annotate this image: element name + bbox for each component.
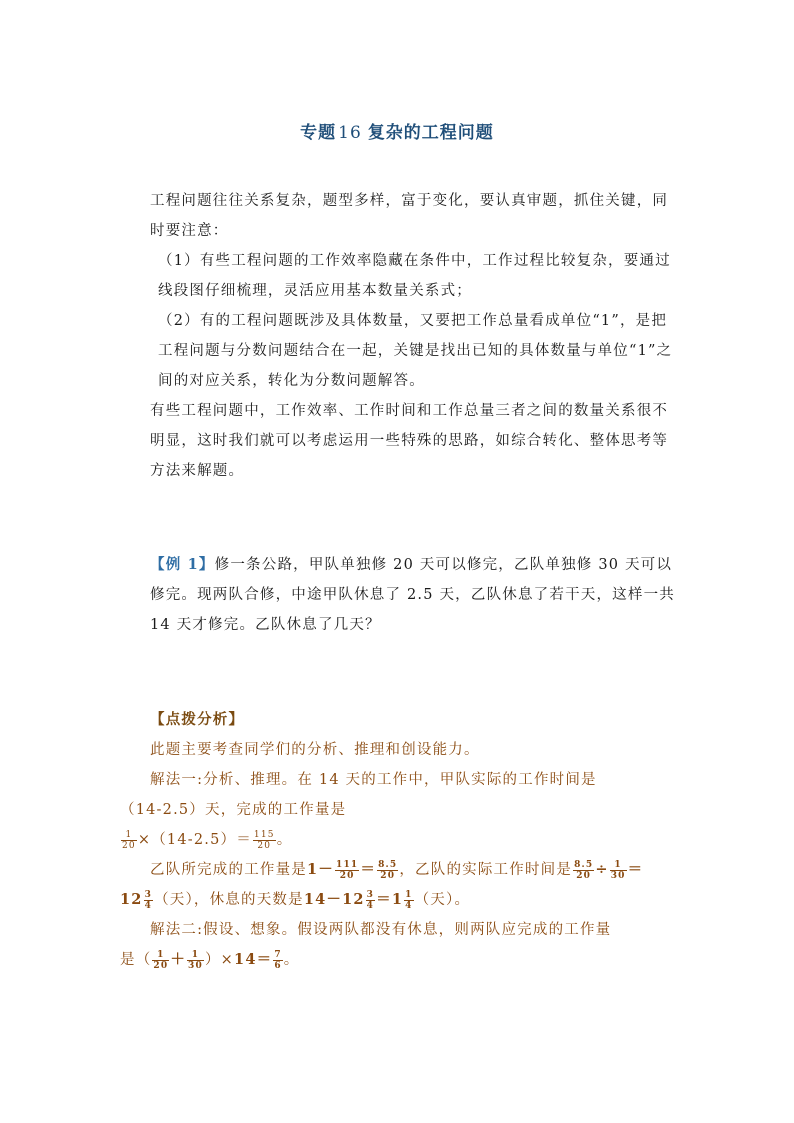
example-text: 修一条公路，甲队单独修 20 天可以修完，乙队单独修 30 天可以修完。现两队合修，中途甲队休息了 2.5 天，乙队休息了若干天，这样一共 14 天才修完。乙队休息了几天？ [150,557,675,633]
intro-section [120,186,676,486]
method-1-line-1: 解法一:分析、推理。在 14 天的工作中，甲队实际的工作时间是 [150,772,597,788]
page-title [0,118,794,143]
method-2-line-2: 是（ $\frac{1}{20}$ ＋ $\frac{1}{30}$ ）×14＝ $\frac{7}{6}$ 。 [120,949,300,971]
method-1-line-2: （14-2.5）天，完成的工作量是 [120,802,347,818]
example-tag: 【例 1】 [150,556,215,573]
intro-paragraph-3: （2）有的工程问题既涉及具体数量，又要把工作总量看成单位“1”，是把工程问题与分数问题结合在一起，关键是找出已知的具体数量与单位“1”之间的对应关系，转化为分数问题解答。 [158,313,673,389]
method-1-line-4: 乙队所完成的工作量是1－ $\frac{111}{20}$ ＝ $\frac{8.5}{20}$ ，乙队的实际工作时间是 $\frac{8.5}{20}$ ÷ $\frac{1}{30}$ ＝ [150,859,644,881]
title-prefix: 专题 [300,123,337,143]
intro-paragraph-4: 有些工程问题中，工作效率、工作时间和工作总量三者之间的数量关系很不明显，这时我们就可以考虑运用一些特殊的思路，如综合转化、整体思考等方法来解题。 [150,403,669,479]
method-2-line-1: 解法二:假设、想象。假设两队都没有休息，则两队应完成的工作量 [150,922,612,938]
method-1-line-5: 12 $\frac{3}{4}$ （天），休息的天数是14－12 $\frac{3}{4}$ ＝1 $\frac{1}{4}$ （天）。 [120,889,471,911]
intro-paragraph-1: 工程问题往往关系复杂，题型多样，富于变化，要认真审题，抓住关键，同时要注意： [150,193,669,239]
analysis-intro: 此题主要考查同学们的分析、推理和创设能力。 [150,742,480,758]
intro-paragraph-2: （1）有些工程问题的工作效率隐藏在条件中，工作过程比较复杂，要通过线段图仔细梳理，灵活应用基本数量关系式； [158,253,671,299]
title-number: 16 [338,123,362,143]
analysis-heading: 【点拨分析】 [150,711,245,728]
example-1 [120,550,676,640]
analysis-section [120,705,676,975]
fraction: $\frac{115}{20}$ [253,829,275,851]
title-text: 复杂的工程问题 [367,123,494,143]
fraction: $\frac{1}{20}$ [122,829,136,851]
equation-1: $\frac{1}{20}$ ×（14-2.5）＝ $\frac{115}{20}$ 。 [122,829,293,851]
